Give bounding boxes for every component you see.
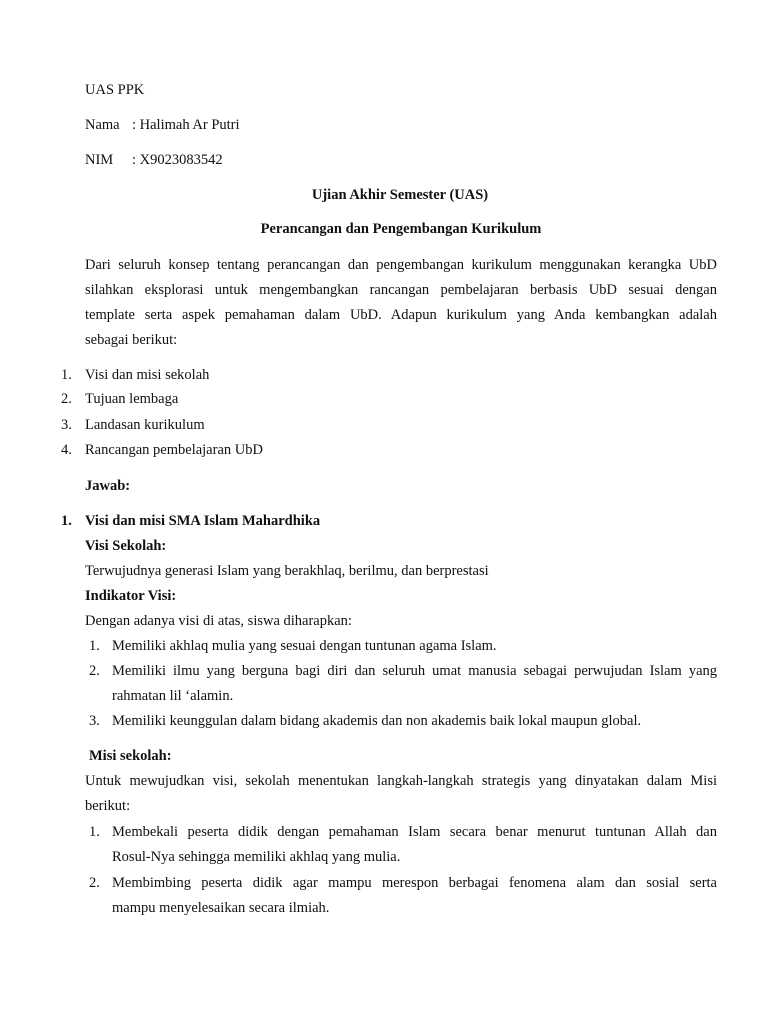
misi-intro-line: berikut: — [85, 798, 131, 814]
intro-line: sebagai berikut: — [85, 332, 178, 348]
task-item: Tujuan lembaga — [85, 391, 179, 407]
misi-item-cont: mampu menyelesaikan secara ilmiah. — [112, 900, 330, 916]
indikator-heading: Indikator Visi: — [85, 588, 177, 604]
task-item: Rancangan pembelajaran UbD — [85, 442, 263, 458]
indikator-number: 3. — [89, 713, 100, 729]
intro-line: template serta aspek pemahaman dalam UbD. Adapun kurikulum yang Anda kembangkan adalah — [85, 307, 717, 323]
nim-label: NIM — [85, 152, 114, 168]
indikator-item: Memiliki akhlaq mulia yang sesuai dengan tuntunan agama Islam. — [112, 638, 497, 654]
misi-number: 1. — [89, 824, 100, 840]
misi-intro-line: Untuk mewujudkan visi, sekolah menentukan langkah-langkah strategis yang dinyatakan dalam Misi — [85, 773, 717, 789]
indikator-intro: Dengan adanya visi di atas, siswa diharapkan: — [85, 613, 352, 629]
page-title: Ujian Akhir Semester (UAS) — [311, 187, 489, 203]
task-number: 4. — [61, 442, 72, 458]
indikator-item-cont: rahmatan lil ‘alamin. — [112, 688, 234, 704]
doc-label: UAS PPK — [85, 82, 145, 98]
indikator-number: 1. — [89, 638, 100, 654]
visi-heading: Visi Sekolah: — [85, 538, 167, 554]
nim-row — [85, 153, 223, 168]
task-number: 2. — [61, 391, 72, 407]
page-subtitle: Perancangan dan Pengembangan Kurikulum — [260, 221, 542, 237]
indikator-item: Memiliki keunggulan dalam bidang akademis dan non akademis baik lokal maupun global. — [112, 713, 642, 729]
indikator-item: Memiliki ilmu yang berguna bagi diri dan seluruh umat manusia sebagai perwujudan Islam yang — [112, 663, 717, 679]
intro-line: Dari seluruh konsep tentang perancangan dan pengembangan kurikulum menggunakan kerangka UbD — [85, 257, 717, 273]
misi-item: Membekali peserta didik dengan pemahaman Islam secara benar menurut tuntunan Allah dan — [112, 824, 717, 840]
task-number: 1. — [61, 367, 72, 383]
task-number: 3. — [61, 417, 72, 433]
section-number: 1. — [61, 513, 72, 529]
nim-value: : X9023083542 — [132, 152, 223, 168]
misi-item: Membimbing peserta didik agar mampu merespon berbagai fenomena alam dan sosial serta — [112, 875, 717, 891]
name-label: Nama — [85, 117, 120, 133]
intro-line: silahkan eksplorasi untuk mengembangkan rancangan pembelajaran berbasis UbD sesuai dengan — [85, 282, 717, 298]
visi-text: Terwujudnya generasi Islam yang berakhlaq, berilmu, dan berprestasi — [85, 563, 489, 579]
section-heading: Visi dan misi SMA Islam Mahardhika — [85, 513, 321, 529]
misi-heading: Misi sekolah: — [89, 748, 172, 764]
answer-label: Jawab: — [85, 478, 131, 494]
name-value: : Halimah Ar Putri — [132, 117, 240, 133]
task-item: Visi dan misi sekolah — [85, 367, 210, 383]
misi-item-cont: Rosul-Nya sehingga memiliki akhlaq yang mulia. — [112, 849, 401, 865]
misi-number: 2. — [89, 875, 100, 891]
name-row — [85, 118, 240, 133]
task-item: Landasan kurikulum — [85, 417, 205, 433]
indikator-number: 2. — [89, 663, 100, 679]
